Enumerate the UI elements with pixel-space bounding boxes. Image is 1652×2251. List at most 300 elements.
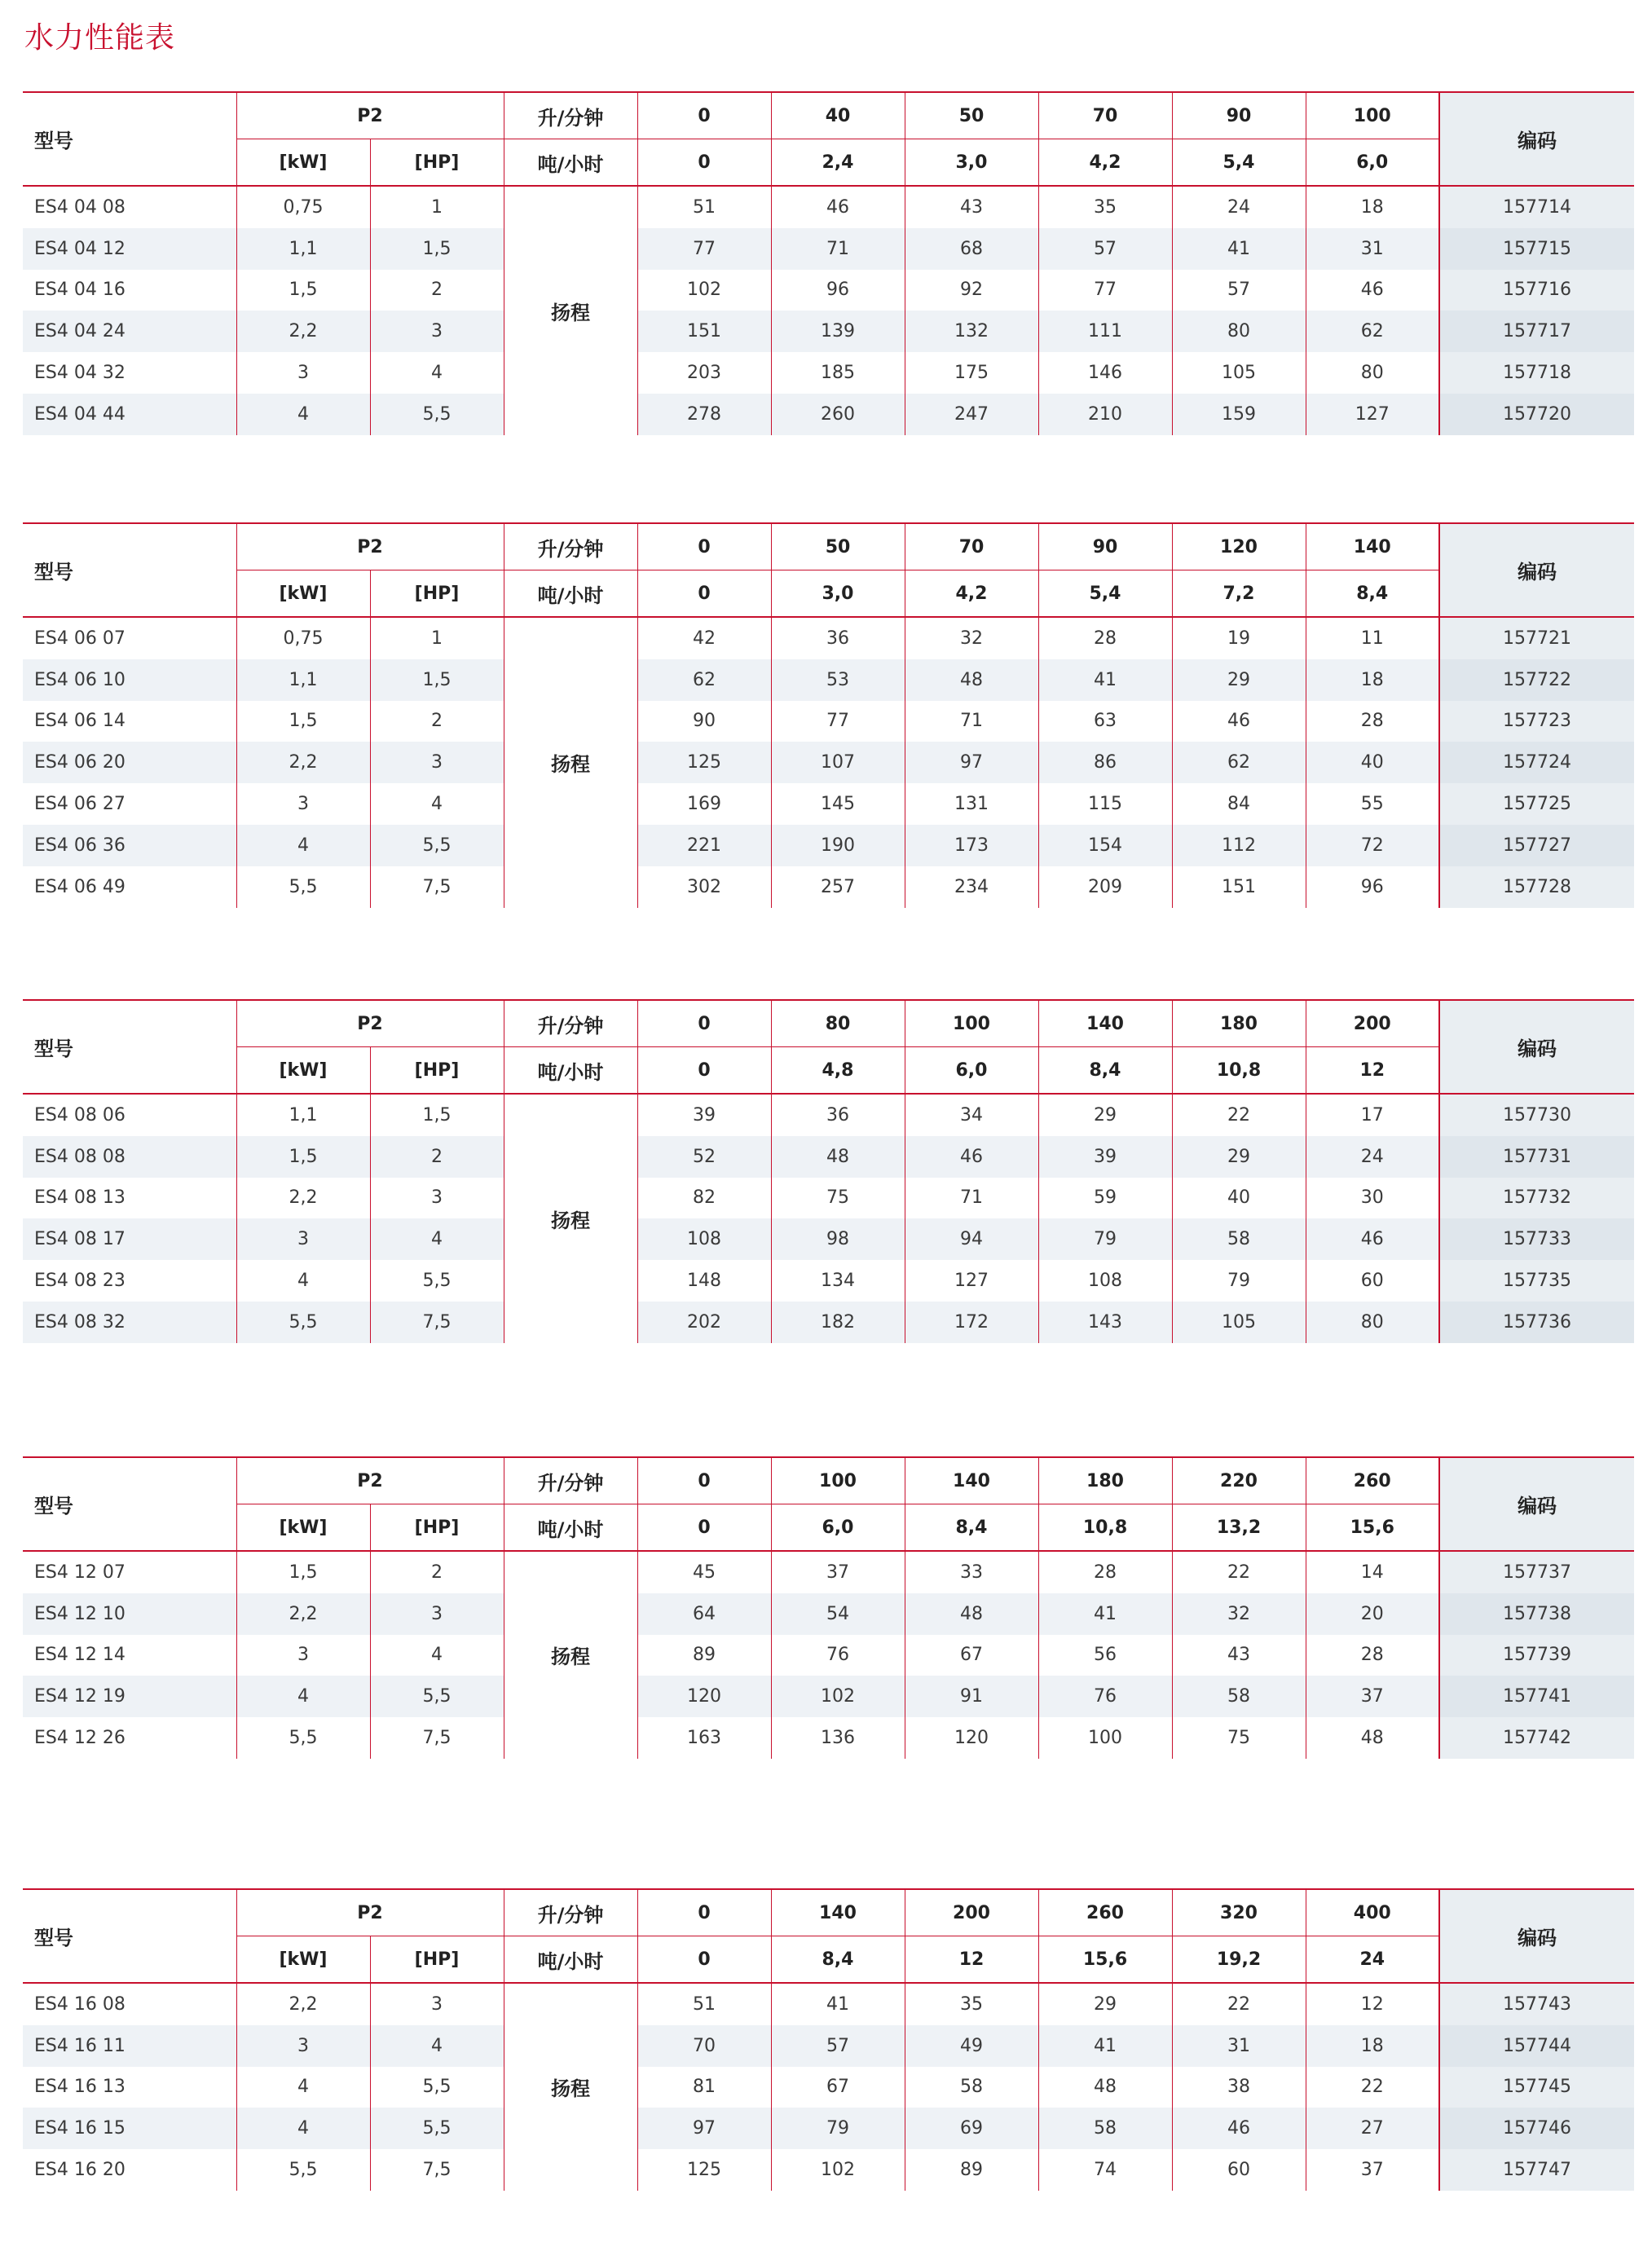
header-row-flow-tph xyxy=(23,139,1634,187)
head-value-cell: 89 xyxy=(637,1635,771,1676)
model-cell: ES4 06 20 xyxy=(23,742,236,783)
head-value-cell: 185 xyxy=(771,352,905,394)
head-value-cell: 67 xyxy=(905,1635,1038,1676)
model-cell: ES4 12 26 xyxy=(34,1728,126,1749)
model-cell: ES4 04 08 xyxy=(34,196,126,218)
head-value-cell: 108 xyxy=(1038,1260,1172,1302)
code-cell: 157745 xyxy=(1439,2067,1634,2108)
hp-cell: 4 xyxy=(370,1635,504,1676)
lpm-unit-label: 升/分钟 xyxy=(504,92,637,139)
table-row xyxy=(23,1983,1634,2025)
flow-lpm-header: 40 xyxy=(771,92,905,139)
p2-header: P2 xyxy=(236,1889,504,1936)
head-value-cell: 29 xyxy=(1038,1983,1172,2025)
code-cell: 157728 xyxy=(1439,866,1634,908)
head-value-cell: 98 xyxy=(771,1218,905,1260)
head-value-cell: 36 xyxy=(771,1094,905,1136)
head-value-cell: 127 xyxy=(1306,394,1439,435)
table-row xyxy=(23,783,1634,825)
code-cell: 157739 xyxy=(1439,1635,1634,1676)
code-cell: 157746 xyxy=(1439,2108,1634,2149)
head-value-cell: 102 xyxy=(637,270,771,311)
flow-lpm-header: 400 xyxy=(1306,1889,1439,1936)
kw-cell: 2,2 xyxy=(236,1593,370,1635)
model-cell: ES4 04 32 xyxy=(34,363,126,384)
head-value-cell: 64 xyxy=(637,1593,771,1635)
table-row xyxy=(23,1094,1634,1136)
head-value-cell: 35 xyxy=(905,1983,1038,2025)
hp-cell: 7,5 xyxy=(370,1717,504,1759)
flow-lpm-header: 320 xyxy=(1172,1889,1306,1936)
hp-cell: 1 xyxy=(370,617,504,659)
head-value-cell: 77 xyxy=(771,701,905,742)
head-value-cell: 18 xyxy=(1306,2025,1439,2067)
hp-cell: 3 xyxy=(370,742,504,783)
table-row xyxy=(23,617,1634,659)
hp-cell: 2 xyxy=(370,270,504,311)
head-value-cell: 22 xyxy=(1306,2067,1439,2108)
code-cell: 157730 xyxy=(1439,1094,1634,1136)
hp-cell: 1,5 xyxy=(370,1094,504,1136)
kw-header: [kW] xyxy=(236,1047,370,1095)
head-value-cell: 20 xyxy=(1306,1593,1439,1635)
flow-lpm-header: 50 xyxy=(771,523,905,570)
head-value-cell: 120 xyxy=(637,1676,771,1717)
table-row xyxy=(23,186,1634,228)
flow-lpm-header: 0 xyxy=(637,523,771,570)
flow-lpm-header: 140 xyxy=(1306,523,1439,570)
head-label: 扬程 xyxy=(504,186,637,435)
head-label: 扬程 xyxy=(504,617,637,908)
head-value-cell: 34 xyxy=(905,1094,1038,1136)
head-value-cell: 108 xyxy=(637,1218,771,1260)
flow-tph-header: 15,6 xyxy=(1038,1936,1172,1984)
code-cell: 157725 xyxy=(1439,783,1634,825)
p2-header: P2 xyxy=(236,523,504,570)
model-cell: ES4 06 14 xyxy=(34,711,126,732)
model-cell: ES4 06 27 xyxy=(34,794,126,815)
model-cell: ES4 16 15 xyxy=(23,2108,236,2149)
head-value-cell: 58 xyxy=(1172,1218,1306,1260)
head-value-cell: 143 xyxy=(1038,1302,1172,1343)
model-cell: ES4 04 44 xyxy=(23,394,236,435)
head-value-cell: 41 xyxy=(1172,228,1306,270)
head-value-cell: 31 xyxy=(1172,2025,1306,2067)
lpm-unit-label: 升/分钟 xyxy=(504,1889,637,1936)
code-header: 编码 xyxy=(1439,1000,1634,1094)
head-value-cell: 57 xyxy=(1038,228,1172,270)
flow-tph-header: 10,8 xyxy=(1038,1504,1172,1552)
head-value-cell: 247 xyxy=(905,394,1038,435)
head-value-cell: 40 xyxy=(1306,742,1439,783)
head-value-cell: 111 xyxy=(1038,311,1172,352)
head-label: 扬程 xyxy=(504,1094,637,1343)
kw-cell: 0,75 xyxy=(236,617,370,659)
head-value-cell: 80 xyxy=(1172,311,1306,352)
code-header: 编码 xyxy=(1439,92,1634,186)
kw-header: [kW] xyxy=(236,570,370,618)
head-value-cell: 107 xyxy=(771,742,905,783)
head-value-cell: 94 xyxy=(905,1218,1038,1260)
head-value-cell: 278 xyxy=(637,394,771,435)
header-row-flow-tph xyxy=(23,1504,1634,1552)
head-value-cell: 102 xyxy=(771,2149,905,2191)
head-value-cell: 257 xyxy=(771,866,905,908)
lpm-unit-label: 升/分钟 xyxy=(504,1457,637,1504)
hp-cell: 5,5 xyxy=(370,394,504,435)
hp-header: [HP] xyxy=(370,1047,504,1095)
head-value-cell: 148 xyxy=(637,1260,771,1302)
flow-lpm-header: 90 xyxy=(1172,92,1306,139)
flow-tph-header: 10,8 xyxy=(1172,1047,1306,1095)
head-value-cell: 11 xyxy=(1306,617,1439,659)
model-cell: ES4 06 49 xyxy=(34,876,126,897)
kw-cell: 4 xyxy=(236,1260,370,1302)
table-row xyxy=(23,825,1634,866)
head-value-cell: 302 xyxy=(637,866,771,908)
head-value-cell: 51 xyxy=(637,1983,771,2025)
hp-header: [HP] xyxy=(370,139,504,187)
flow-lpm-header: 70 xyxy=(905,523,1038,570)
head-value-cell: 84 xyxy=(1172,783,1306,825)
head-value-cell: 77 xyxy=(637,228,771,270)
model-header: 型号 xyxy=(23,1889,236,1983)
head-value-cell: 31 xyxy=(1306,228,1439,270)
head-value-cell: 182 xyxy=(771,1302,905,1343)
table-row xyxy=(23,1717,1634,1759)
table-row xyxy=(23,2025,1634,2067)
head-value-cell: 58 xyxy=(905,2067,1038,2108)
head-value-cell: 37 xyxy=(1306,2149,1439,2191)
model-header: 型号 xyxy=(23,1000,236,1094)
p2-header: P2 xyxy=(236,1457,504,1504)
model-cell: ES4 04 24 xyxy=(23,311,236,352)
kw-header: [kW] xyxy=(236,139,370,187)
flow-lpm-header: 180 xyxy=(1038,1457,1172,1504)
head-value-cell: 48 xyxy=(1038,2067,1172,2108)
kw-cell: 1,5 xyxy=(236,1551,370,1593)
table-row xyxy=(23,2108,1634,2149)
hp-header: [HP] xyxy=(370,1936,504,1984)
flow-lpm-header: 140 xyxy=(771,1889,905,1936)
hp-cell: 5,5 xyxy=(370,1260,504,1302)
flow-tph-header: 24 xyxy=(1306,1936,1439,1984)
hp-cell: 4 xyxy=(370,2025,504,2067)
table-row xyxy=(23,228,1634,270)
head-value-cell: 202 xyxy=(637,1302,771,1343)
code-cell: 157742 xyxy=(1439,1717,1634,1759)
code-header: 编码 xyxy=(1439,1457,1634,1551)
kw-cell: 3 xyxy=(236,783,370,825)
head-value-cell: 37 xyxy=(1306,1676,1439,1717)
table-row xyxy=(23,394,1634,435)
code-cell: 157744 xyxy=(1439,2025,1634,2067)
model-cell: ES4 08 06 xyxy=(34,1104,126,1126)
model-cell: ES4 08 17 xyxy=(23,1218,236,1260)
flow-tph-header: 3,0 xyxy=(771,570,905,618)
head-value-cell: 234 xyxy=(905,866,1038,908)
model-cell: ES4 12 19 xyxy=(23,1676,236,1717)
model-cell: ES4 08 13 xyxy=(34,1187,126,1209)
head-value-cell: 57 xyxy=(1172,270,1306,311)
flow-lpm-header: 200 xyxy=(1306,1000,1439,1047)
hp-cell: 5,5 xyxy=(370,1676,504,1717)
head-value-cell: 46 xyxy=(1172,2108,1306,2149)
hp-cell: 7,5 xyxy=(370,866,504,908)
table-row xyxy=(23,866,1634,908)
head-value-cell: 40 xyxy=(1172,1178,1306,1219)
hp-cell: 7,5 xyxy=(370,1302,504,1343)
flow-tph-header: 0 xyxy=(637,139,771,187)
table-row xyxy=(23,1136,1634,1178)
head-value-cell: 35 xyxy=(1038,186,1172,228)
tph-unit-label: 吨/小时 xyxy=(504,1936,637,1984)
flow-tph-header: 8,4 xyxy=(1038,1047,1172,1095)
kw-cell: 3 xyxy=(236,1218,370,1260)
flow-tph-header: 4,2 xyxy=(905,570,1038,618)
head-value-cell: 28 xyxy=(1038,617,1172,659)
flow-tph-header: 4,8 xyxy=(771,1047,905,1095)
header-row-flow-lpm xyxy=(23,1000,1634,1047)
model-header: 型号 xyxy=(23,523,236,617)
head-value-cell: 221 xyxy=(637,825,771,866)
head-value-cell: 33 xyxy=(905,1551,1038,1593)
performance-table-5 xyxy=(23,1888,1634,2191)
flow-lpm-header: 100 xyxy=(771,1457,905,1504)
hp-cell: 2 xyxy=(370,1136,504,1178)
table-row xyxy=(23,311,1634,352)
code-cell: 157733 xyxy=(1439,1218,1634,1260)
kw-cell: 5,5 xyxy=(236,2149,370,2191)
head-value-cell: 55 xyxy=(1306,783,1439,825)
hp-cell: 2 xyxy=(370,701,504,742)
code-cell: 157735 xyxy=(1439,1260,1634,1302)
head-value-cell: 62 xyxy=(1172,742,1306,783)
flow-tph-header: 19,2 xyxy=(1172,1936,1306,1984)
tph-unit-label: 吨/小时 xyxy=(504,139,637,187)
flow-tph-header: 13,2 xyxy=(1172,1504,1306,1552)
head-value-cell: 125 xyxy=(637,742,771,783)
head-value-cell: 46 xyxy=(1306,1218,1439,1260)
head-value-cell: 97 xyxy=(905,742,1038,783)
head-value-cell: 32 xyxy=(905,617,1038,659)
code-cell: 157738 xyxy=(1439,1593,1634,1635)
flow-lpm-header: 0 xyxy=(637,1457,771,1504)
table-row xyxy=(23,270,1634,311)
head-value-cell: 96 xyxy=(771,270,905,311)
head-value-cell: 105 xyxy=(1172,352,1306,394)
p2-header: P2 xyxy=(236,92,504,139)
hp-cell: 3 xyxy=(370,1593,504,1635)
head-value-cell: 42 xyxy=(637,617,771,659)
head-value-cell: 115 xyxy=(1038,783,1172,825)
head-value-cell: 38 xyxy=(1172,2067,1306,2108)
head-value-cell: 54 xyxy=(771,1593,905,1635)
head-value-cell: 70 xyxy=(637,2025,771,2067)
head-value-cell: 77 xyxy=(1038,270,1172,311)
table-row xyxy=(23,2067,1634,2108)
hp-cell: 4 xyxy=(370,783,504,825)
head-value-cell: 46 xyxy=(905,1136,1038,1178)
flow-lpm-header: 0 xyxy=(637,1000,771,1047)
head-value-cell: 62 xyxy=(637,659,771,701)
code-cell: 157717 xyxy=(1439,311,1634,352)
kw-header: [kW] xyxy=(236,1936,370,1984)
hp-cell: 1,5 xyxy=(370,228,504,270)
head-value-cell: 80 xyxy=(1306,1302,1439,1343)
flow-lpm-header: 0 xyxy=(637,1889,771,1936)
kw-cell: 1,1 xyxy=(236,1094,370,1136)
head-value-cell: 43 xyxy=(1172,1635,1306,1676)
head-value-cell: 163 xyxy=(637,1717,771,1759)
table-row xyxy=(23,1676,1634,1717)
head-value-cell: 18 xyxy=(1306,659,1439,701)
tph-unit-label: 吨/小时 xyxy=(504,1047,637,1095)
table-row xyxy=(23,1635,1634,1676)
model-header: 型号 xyxy=(23,1457,236,1551)
head-value-cell: 68 xyxy=(905,228,1038,270)
lpm-unit-label: 升/分钟 xyxy=(504,1000,637,1047)
model-cell: ES4 12 07 xyxy=(34,1562,126,1583)
code-cell: 157720 xyxy=(1439,394,1634,435)
head-value-cell: 41 xyxy=(1038,1593,1172,1635)
head-value-cell: 27 xyxy=(1306,2108,1439,2149)
head-value-cell: 76 xyxy=(771,1635,905,1676)
head-value-cell: 43 xyxy=(905,186,1038,228)
head-value-cell: 81 xyxy=(637,2067,771,2108)
kw-cell: 1,5 xyxy=(236,1136,370,1178)
flow-lpm-header: 140 xyxy=(1038,1000,1172,1047)
head-value-cell: 75 xyxy=(1172,1717,1306,1759)
kw-header: [kW] xyxy=(236,1504,370,1552)
head-value-cell: 82 xyxy=(637,1178,771,1219)
flow-lpm-header: 180 xyxy=(1172,1000,1306,1047)
code-cell: 157743 xyxy=(1439,1983,1634,2025)
header-row-flow-tph xyxy=(23,1047,1634,1095)
head-value-cell: 96 xyxy=(1306,866,1439,908)
head-value-cell: 28 xyxy=(1038,1551,1172,1593)
code-cell: 157741 xyxy=(1439,1676,1634,1717)
hp-cell: 4 xyxy=(370,1218,504,1260)
flow-tph-header: 2,4 xyxy=(771,139,905,187)
head-label: 扬程 xyxy=(504,1983,637,2191)
model-cell: ES4 16 08 xyxy=(34,1993,126,2015)
flow-tph-header: 12 xyxy=(1306,1047,1439,1095)
kw-cell: 1,1 xyxy=(236,228,370,270)
head-value-cell: 134 xyxy=(771,1260,905,1302)
head-value-cell: 79 xyxy=(771,2108,905,2149)
model-cell: ES4 16 13 xyxy=(34,2077,126,2098)
head-value-cell: 39 xyxy=(637,1094,771,1136)
kw-cell: 2,2 xyxy=(236,311,370,352)
head-value-cell: 41 xyxy=(1038,659,1172,701)
flow-lpm-header: 200 xyxy=(905,1889,1038,1936)
kw-cell: 2,2 xyxy=(236,742,370,783)
head-value-cell: 67 xyxy=(771,2067,905,2108)
flow-tph-header: 8,4 xyxy=(771,1936,905,1984)
head-value-cell: 46 xyxy=(771,186,905,228)
performance-table-3 xyxy=(23,999,1634,1343)
head-value-cell: 19 xyxy=(1172,617,1306,659)
header-row-flow-tph xyxy=(23,1936,1634,1984)
head-value-cell: 92 xyxy=(905,270,1038,311)
code-cell: 157715 xyxy=(1439,228,1634,270)
head-value-cell: 30 xyxy=(1306,1178,1439,1219)
table-row xyxy=(23,701,1634,742)
kw-cell: 4 xyxy=(236,1676,370,1717)
flow-lpm-header: 220 xyxy=(1172,1457,1306,1504)
header-row-flow-lpm xyxy=(23,92,1634,139)
head-value-cell: 154 xyxy=(1038,825,1172,866)
model-cell: ES4 12 10 xyxy=(23,1593,236,1635)
hp-cell: 1,5 xyxy=(370,659,504,701)
head-value-cell: 159 xyxy=(1172,394,1306,435)
model-header: 型号 xyxy=(23,92,236,186)
table-row xyxy=(23,1302,1634,1343)
table-row xyxy=(23,2149,1634,2191)
head-value-cell: 151 xyxy=(1172,866,1306,908)
header-row-flow-tph xyxy=(23,570,1634,618)
hp-header: [HP] xyxy=(370,570,504,618)
head-value-cell: 41 xyxy=(771,1983,905,2025)
hp-cell: 5,5 xyxy=(370,825,504,866)
head-value-cell: 172 xyxy=(905,1302,1038,1343)
kw-cell: 4 xyxy=(236,2067,370,2108)
flow-tph-header: 0 xyxy=(637,570,771,618)
head-value-cell: 209 xyxy=(1038,866,1172,908)
head-value-cell: 28 xyxy=(1306,1635,1439,1676)
kw-cell: 5,5 xyxy=(236,866,370,908)
head-value-cell: 45 xyxy=(637,1551,771,1593)
kw-cell: 1,5 xyxy=(236,270,370,311)
head-value-cell: 75 xyxy=(771,1178,905,1219)
flow-lpm-header: 100 xyxy=(1306,92,1439,139)
code-cell: 157724 xyxy=(1439,742,1634,783)
head-value-cell: 29 xyxy=(1038,1094,1172,1136)
head-label: 扬程 xyxy=(504,1551,637,1759)
hp-cell: 7,5 xyxy=(370,2149,504,2191)
head-value-cell: 91 xyxy=(905,1676,1038,1717)
head-value-cell: 14 xyxy=(1306,1551,1439,1593)
head-value-cell: 86 xyxy=(1038,742,1172,783)
code-cell: 157727 xyxy=(1439,825,1634,866)
flow-lpm-header: 0 xyxy=(637,92,771,139)
flow-lpm-header: 260 xyxy=(1306,1457,1439,1504)
flow-tph-header: 6,0 xyxy=(1306,139,1439,187)
head-value-cell: 51 xyxy=(637,186,771,228)
hp-cell: 4 xyxy=(370,352,504,394)
head-value-cell: 132 xyxy=(905,311,1038,352)
kw-cell: 2,2 xyxy=(236,1983,370,2025)
flow-tph-header: 4,2 xyxy=(1038,139,1172,187)
kw-cell: 4 xyxy=(236,2108,370,2149)
flow-tph-header: 8,4 xyxy=(1306,570,1439,618)
tph-unit-label: 吨/小时 xyxy=(504,1504,637,1552)
hp-cell: 1 xyxy=(370,186,504,228)
table-row xyxy=(23,1593,1634,1635)
head-value-cell: 58 xyxy=(1038,2108,1172,2149)
head-value-cell: 48 xyxy=(905,659,1038,701)
model-cell: ES4 04 12 xyxy=(23,228,236,270)
flow-lpm-header: 90 xyxy=(1038,523,1172,570)
kw-cell: 4 xyxy=(236,394,370,435)
flow-tph-header: 5,4 xyxy=(1038,570,1172,618)
kw-cell: 3 xyxy=(236,352,370,394)
head-value-cell: 29 xyxy=(1172,659,1306,701)
code-cell: 157716 xyxy=(1439,270,1634,311)
code-cell: 157721 xyxy=(1439,617,1634,659)
head-value-cell: 37 xyxy=(771,1551,905,1593)
